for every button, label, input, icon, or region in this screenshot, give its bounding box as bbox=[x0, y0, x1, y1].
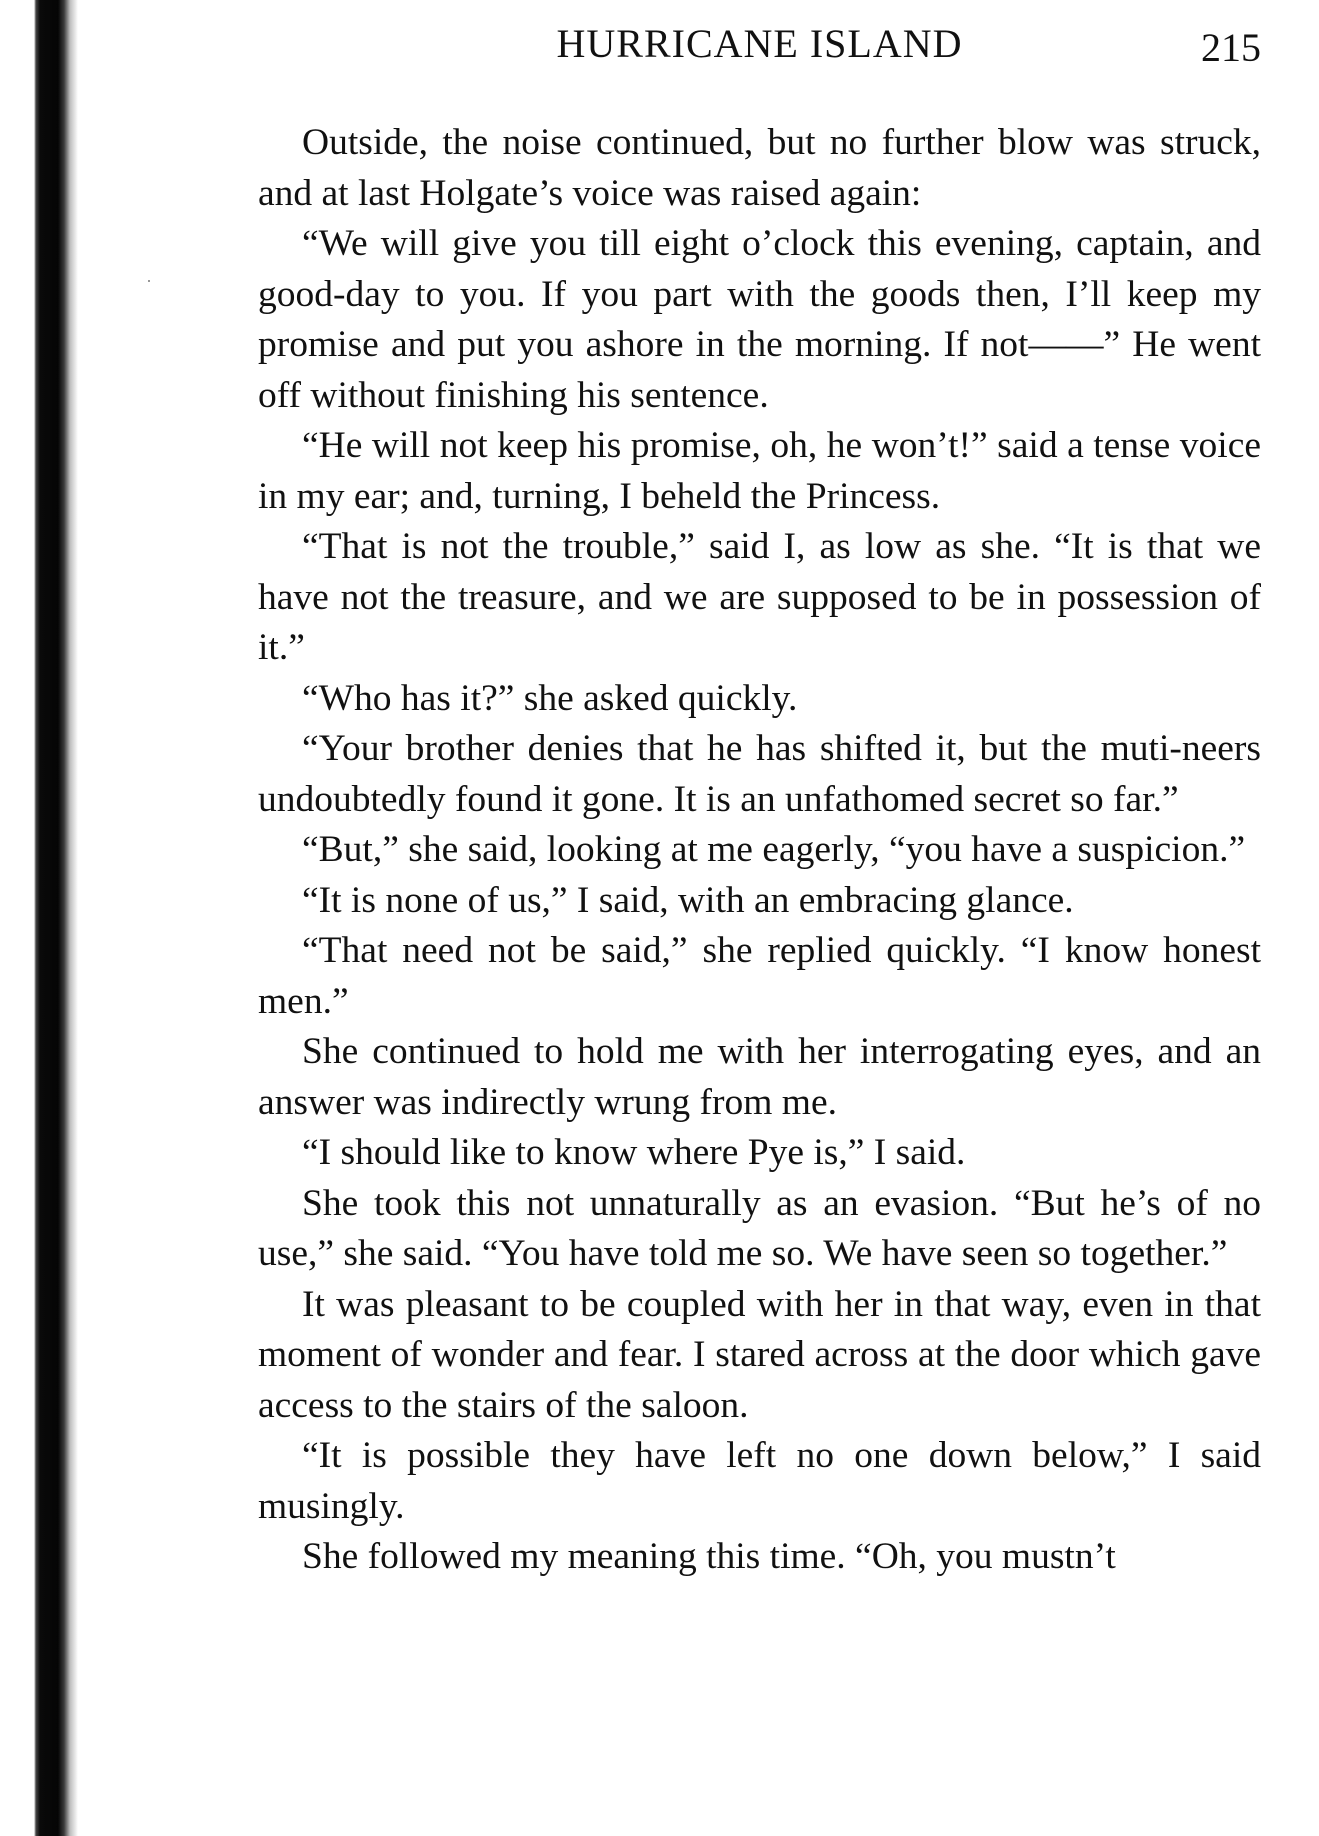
page-header bbox=[258, 16, 1261, 72]
paragraph: “I should like to know where Pye is,” I said. bbox=[302, 1132, 966, 1173]
paragraph: She followed my meaning this time. “Oh, you mustn’t bbox=[302, 1536, 1116, 1577]
paragraph: She continued to hold me with her interrogating eyes, and an answer was indirectly wrung from me. bbox=[258, 1031, 1261, 1123]
book-binding-edge bbox=[0, 0, 78, 1836]
paragraph: “That need not be said,” she replied quickly. “I know honest men.” bbox=[258, 930, 1261, 1022]
paragraph: Outside, the noise continued, but no further blow was struck, and at last Holgate’s voice was raised again: bbox=[258, 122, 1261, 214]
page-body bbox=[258, 118, 1261, 1583]
running-title: HURRICANE ISLAND bbox=[556, 21, 963, 66]
paragraph: “But,” she said, looking at me eagerly, “you have a suspicion.” bbox=[302, 829, 1246, 870]
paragraph: “Your brother denies that he has shifted it, but the muti-neers undoubtedly found it gone. It is an unfathomed secret so far.” bbox=[258, 728, 1261, 820]
paragraph: “It is none of us,” I said, with an embracing glance. bbox=[302, 879, 1074, 921]
paragraph: “We will give you till eight o’clock this evening, captain, and good-day to you. If you part with the goods then, I’ll keep my promise and put you ashore in the morning. If not——” He went off without finishing his sentence. bbox=[258, 223, 1261, 416]
paragraph: “That is not the trouble,” said I, as low as she. “It is that we have not the treasure, and we are supposed to be in possession of it.” bbox=[258, 526, 1261, 668]
scan-speck bbox=[148, 280, 150, 282]
paragraph: It was pleasant to be coupled with her in that way, even in that moment of wonder and fear. I stared across at the door which gave access to the stairs of the saloon. bbox=[258, 1283, 1261, 1426]
paragraph: “It is possible they have left no one down below,” I said musingly. bbox=[258, 1435, 1261, 1527]
paragraph: She took this not unnaturally as an evasion. “But he’s of no use,” she said. “You have told me so. We have seen so together.” bbox=[258, 1182, 1261, 1274]
paragraph: “Who has it?” she asked quickly. bbox=[302, 677, 798, 719]
paragraph: “He will not keep his promise, oh, he won’t!” said a tense voice in my ear; and, turning, I beheld the Princess. bbox=[258, 425, 1261, 517]
page-number: 215 bbox=[1201, 25, 1261, 70]
